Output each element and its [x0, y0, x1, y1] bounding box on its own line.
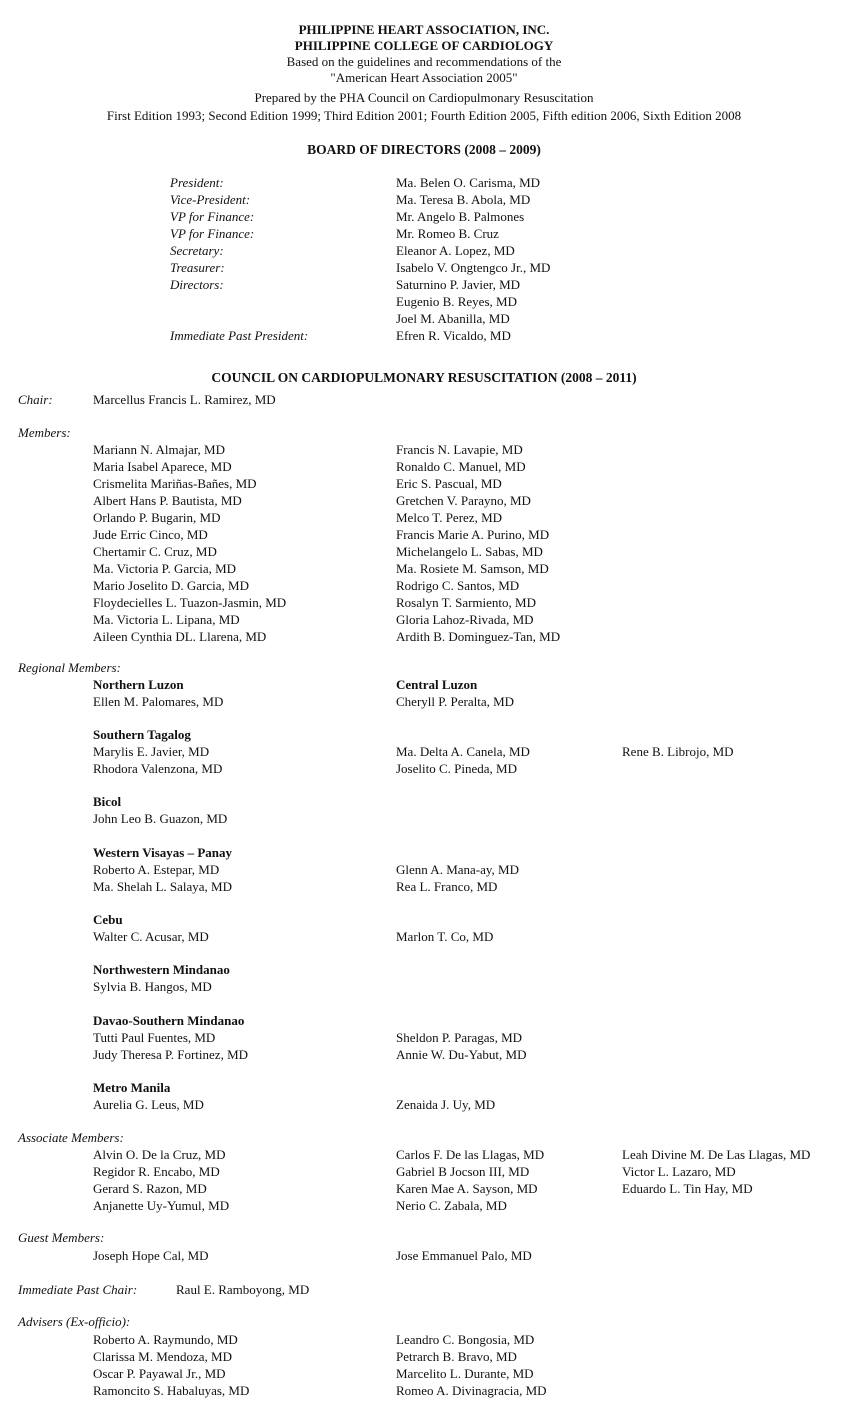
regional-member-name: Tutti Paul Fuentes, MD	[93, 1030, 216, 1045]
regional-member-name: John Leo B. Guazon, MD	[93, 811, 228, 826]
advisers-label: Advisers (Ex-officio):	[18, 1314, 131, 1329]
member-name: Floydecielles L. Tuazon-Jasmin, MD	[93, 595, 287, 610]
member-name: Ma. Rosiete M. Samson, MD	[396, 561, 549, 576]
adviser-name: Clarissa M. Mendoza, MD	[93, 1349, 233, 1364]
associate-member-name: Leah Divine M. De Las Llagas, MD	[622, 1147, 811, 1162]
region-heading: Northwestern Mindanao	[93, 962, 230, 977]
regional-member-name: Glenn A. Mana-ay, MD	[396, 862, 519, 877]
adviser-name: Marcelito L. Durante, MD	[396, 1366, 534, 1381]
associate-member-name: Anjanette Uy-Yumul, MD	[93, 1198, 230, 1213]
associate-member-name: Alvin O. De la Cruz, MD	[93, 1147, 226, 1162]
member-name: Eric S. Pascual, MD	[396, 476, 502, 491]
past-chair-name: Raul E. Ramboyong, MD	[176, 1282, 310, 1297]
guest-member-name: Joseph Hope Cal, MD	[93, 1248, 209, 1263]
region-heading: Western Visayas – Panay	[93, 845, 233, 860]
prepared-by-line: Prepared by the PHA Council on Cardiopulmonary Resuscitation	[254, 90, 594, 105]
regional-member-name: Rea L. Franco, MD	[396, 879, 498, 894]
regional-member-name: Joselito C. Pineda, MD	[396, 761, 517, 776]
associate-member-name: Eduardo L. Tin Hay, MD	[622, 1181, 753, 1196]
aha-line: "American Heart Association 2005"	[330, 70, 518, 85]
board-role: Treasurer:	[170, 260, 225, 275]
member-name: Rodrigo C. Santos, MD	[396, 578, 520, 593]
member-name: Jude Erric Cinco, MD	[93, 527, 208, 542]
member-name: Melco T. Perez, MD	[396, 510, 503, 525]
board-member-name: Mr. Angelo B. Palmones	[396, 209, 525, 224]
member-name: Rosalyn T. Sarmiento, MD	[396, 595, 536, 610]
member-name: Michelangelo L. Sabas, MD	[396, 544, 543, 559]
member-name: Maria Isabel Aparece, MD	[93, 459, 232, 474]
associate-member-name: Gerard S. Razon, MD	[93, 1181, 207, 1196]
regional-member-name: Marylis E. Javier, MD	[93, 744, 210, 759]
regional-member-name: Rene B. Librojo, MD	[622, 744, 734, 759]
associate-member-name: Regidor R. Encabo, MD	[93, 1164, 220, 1179]
associate-member-name: Karen Mae A. Sayson, MD	[396, 1181, 538, 1196]
member-name: Francis N. Lavapie, MD	[396, 442, 523, 457]
board-member-name: Efren R. Vicaldo, MD	[396, 328, 511, 343]
adviser-name: Ramoncito S. Habaluyas, MD	[93, 1383, 250, 1398]
member-name: Albert Hans P. Bautista, MD	[93, 493, 242, 508]
college-title: PHILIPPINE COLLEGE OF CARDIOLOGY	[294, 38, 554, 53]
board-role: Directors:	[170, 277, 224, 292]
regional-member-name: Zenaida J. Uy, MD	[396, 1097, 496, 1112]
board-member-name: Eugenio B. Reyes, MD	[396, 294, 517, 309]
adviser-name: Romeo A. Divinagracia, MD	[396, 1383, 547, 1398]
board-member-name: Joel M. Abanilla, MD	[396, 311, 510, 326]
region-heading: Cebu	[93, 912, 123, 927]
chair-name: Marcellus Francis L. Ramirez, MD	[93, 392, 276, 407]
guest-member-name: Jose Emmanuel Palo, MD	[396, 1248, 532, 1263]
member-name: Aileen Cynthia DL. Llarena, MD	[93, 629, 267, 644]
board-member-name: Ma. Teresa B. Abola, MD	[396, 192, 531, 207]
member-name: Crismelita Mariñas-Bañes, MD	[93, 476, 257, 491]
members-label: Members:	[18, 425, 71, 440]
adviser-name: Roberto A. Raymundo, MD	[93, 1332, 238, 1347]
regional-member-name: Marlon T. Co, MD	[396, 929, 494, 944]
member-name: Mariann N. Almajar, MD	[93, 442, 225, 457]
regional-member-name: Sheldon P. Paragas, MD	[396, 1030, 523, 1045]
member-name: Ma. Victoria L. Lipana, MD	[93, 612, 240, 627]
board-member-name: Isabelo V. Ongtengco Jr., MD	[396, 260, 551, 275]
editions-line: First Edition 1993; Second Edition 1999; Third Edition 2001; Fourth Edition 2005, Fifth edition 2006, Sixth Edition 2008	[106, 108, 742, 123]
member-name: Ma. Victoria P. Garcia, MD	[93, 561, 237, 576]
member-name: Francis Marie A. Purino, MD	[396, 527, 550, 542]
board-member-name: Saturnino P. Javier, MD	[396, 277, 521, 292]
chair-label: Chair:	[18, 392, 53, 407]
associate-member-name: Nerio C. Zabala, MD	[396, 1198, 507, 1213]
regional-member-name: Judy Theresa P. Fortinez, MD	[93, 1047, 249, 1062]
org-title: PHILIPPINE HEART ASSOCIATION, INC.	[298, 22, 550, 37]
adviser-name: Oscar P. Payawal Jr., MD	[93, 1366, 226, 1381]
adviser-name: Leandro C. Bongosia, MD	[396, 1332, 535, 1347]
regional-member-name: Annie W. Du-Yabut, MD	[396, 1047, 527, 1062]
member-name: Gloria Lahoz-Rivada, MD	[396, 612, 534, 627]
regional-member-name: Ma. Delta A. Canela, MD	[396, 744, 530, 759]
regional-member-name: Walter C. Acusar, MD	[93, 929, 209, 944]
regional-member-name: Cheryll P. Peralta, MD	[396, 694, 515, 709]
regional-member-name: Ellen M. Palomares, MD	[93, 694, 224, 709]
region-heading: Southern Tagalog	[93, 727, 191, 742]
board-role: VP for Finance:	[170, 209, 255, 224]
region-heading: Davao-Southern Mindanao	[93, 1013, 245, 1028]
board-member-name: Mr. Romeo B. Cruz	[396, 226, 499, 241]
member-name: Chertamir C. Cruz, MD	[93, 544, 217, 559]
board-role: President:	[170, 175, 224, 190]
region-heading: Bicol	[93, 794, 122, 809]
region-heading: Central Luzon	[396, 677, 478, 692]
region-heading: Metro Manila	[93, 1080, 171, 1095]
regional-member-name: Ma. Shelah L. Salaya, MD	[93, 879, 233, 894]
associate-members-label: Associate Members:	[18, 1130, 124, 1145]
regional-member-name: Sylvia B. Hangos, MD	[93, 979, 212, 994]
member-name: Orlando P. Bugarin, MD	[93, 510, 221, 525]
associate-member-name: Victor L. Lazaro, MD	[622, 1164, 736, 1179]
regional-member-name: Aurelia G. Leus, MD	[93, 1097, 204, 1112]
guidelines-line: Based on the guidelines and recommendations of the	[286, 54, 562, 69]
board-member-name: Ma. Belen O. Carisma, MD	[396, 175, 541, 190]
associate-member-name: Carlos F. De las Llagas, MD	[396, 1147, 545, 1162]
board-role: VP for Finance:	[170, 226, 255, 241]
regional-members-label: Regional Members:	[18, 660, 121, 675]
board-role: Vice-President:	[170, 192, 251, 207]
board-role: Secretary:	[170, 243, 224, 258]
board-member-name: Eleanor A. Lopez, MD	[396, 243, 515, 258]
associate-member-name: Gabriel B Jocson III, MD	[396, 1164, 530, 1179]
member-name: Ronaldo C. Manuel, MD	[396, 459, 526, 474]
member-name: Ardith B. Dominguez-Tan, MD	[396, 629, 561, 644]
member-name: Gretchen V. Parayno, MD	[396, 493, 531, 508]
regional-member-name: Rhodora Valenzona, MD	[93, 761, 223, 776]
council-title: COUNCIL ON CARDIOPULMONARY RESUSCITATION (2008 – 2011)	[211, 370, 637, 385]
regional-member-name: Roberto A. Estepar, MD	[93, 862, 220, 877]
adviser-name: Petrarch B. Bravo, MD	[396, 1349, 517, 1364]
region-heading: Northern Luzon	[93, 677, 184, 692]
member-name: Mario Joselito D. Garcia, MD	[93, 578, 249, 593]
guest-members-label: Guest Members:	[18, 1230, 105, 1245]
board-title: BOARD OF DIRECTORS (2008 – 2009)	[307, 142, 541, 157]
past-chair-label: Immediate Past Chair:	[18, 1282, 138, 1297]
board-role: Immediate Past President:	[170, 328, 309, 343]
